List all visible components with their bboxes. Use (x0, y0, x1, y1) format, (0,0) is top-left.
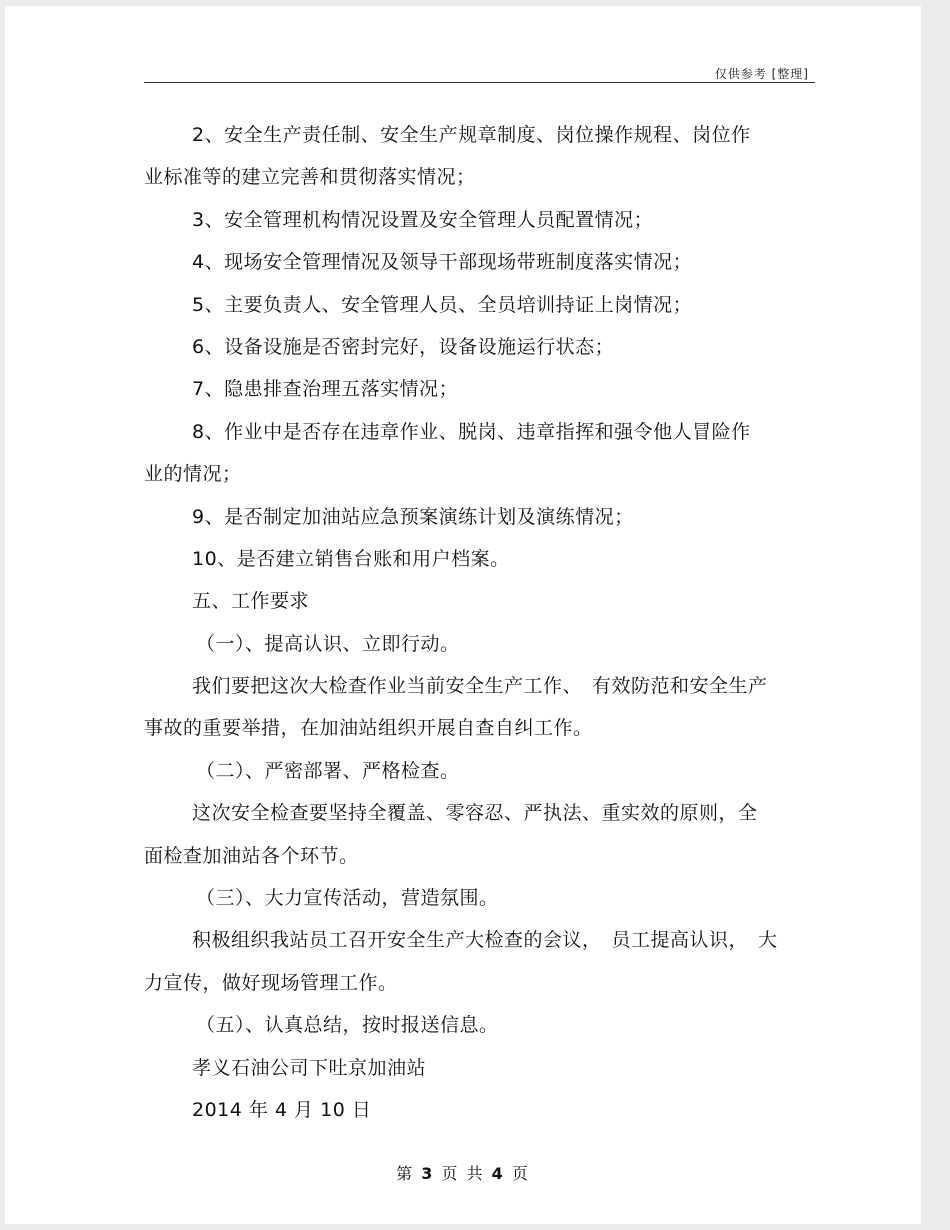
signature-org: 孝义石油公司下吐京加油站 (192, 1056, 427, 1079)
signature-date: 2014 年 4 月 10 日 (192, 1098, 372, 1121)
document-page (5, 6, 921, 1224)
body-text (144, 114, 824, 1131)
total-page-number: 4 (491, 1164, 505, 1183)
paragraph-3-line-2: 力宣传，做好现场管理工作。 (144, 971, 398, 994)
section-heading: 五、工作要求 (192, 590, 310, 613)
footer-suffix: 页 (511, 1164, 530, 1183)
item-2-line-2: 业标准等的建立完善和贯彻落实情况； (144, 166, 476, 189)
page-footer (5, 1161, 921, 1184)
item-5: 5、主要负责人、安全管理人员、全员培训持证上岗情况； (192, 293, 693, 316)
paragraph-2-line-1: 这次安全检查要坚持全覆盖、零容忍、严执法、重实效的原则，全 (192, 802, 758, 825)
paragraph-2-line-2: 面检查加油站各个环节。 (144, 844, 359, 867)
item-8-line-1: 8、作业中是否存在违章作业、脱岗、违章指挥和强令他人冒险作 (192, 420, 751, 443)
current-page-number: 3 (421, 1164, 435, 1183)
item-4: 4、现场安全管理情况及领导干部现场带班制度落实情况； (192, 251, 693, 274)
paragraph-1-line-1: 我们要把这次大检查作业当前安全生产工作、 有效防范和安全生产 (192, 675, 768, 698)
header-rule (144, 82, 815, 83)
item-3: 3、安全管理机构情况设置及安全管理人员配置情况； (192, 208, 654, 231)
item-7: 7、隐患排查治理五落实情况； (192, 378, 459, 401)
paragraph-3-line-1: 积极组织我站员工召开安全生产大检查的会议， 员工提高认识， 大 (192, 929, 778, 952)
subheading-3: （三）、大力宣传活动，营造氛围。 (196, 887, 499, 910)
item-10: 10、是否建立销售台账和用户档案。 (192, 547, 510, 570)
footer-middle: 页 共 (441, 1164, 485, 1183)
paragraph-1-line-2: 事故的重要举措，在加油站组织开展自查自纠工作。 (144, 717, 593, 740)
item-9: 9、是否制定加油站应急预案演练计划及演练情况； (192, 505, 634, 528)
item-2-line-1: 2、安全生产责任制、安全生产规章制度、岗位操作规程、岗位作 (192, 124, 751, 146)
footer-prefix: 第 (396, 1164, 415, 1183)
item-8-line-2: 业的情况； (144, 463, 242, 486)
item-6: 6、设备设施是否密封完好，设备设施运行状态； (192, 335, 615, 358)
subheading-5: （五）、认真总结，按时报送信息。 (196, 1014, 499, 1037)
header-note: 仅供参考 [整理] (714, 67, 809, 81)
subheading-1: （一）、提高认识、立即行动。 (196, 632, 460, 655)
subheading-2: （二）、严密部署、严格检查。 (196, 759, 460, 782)
